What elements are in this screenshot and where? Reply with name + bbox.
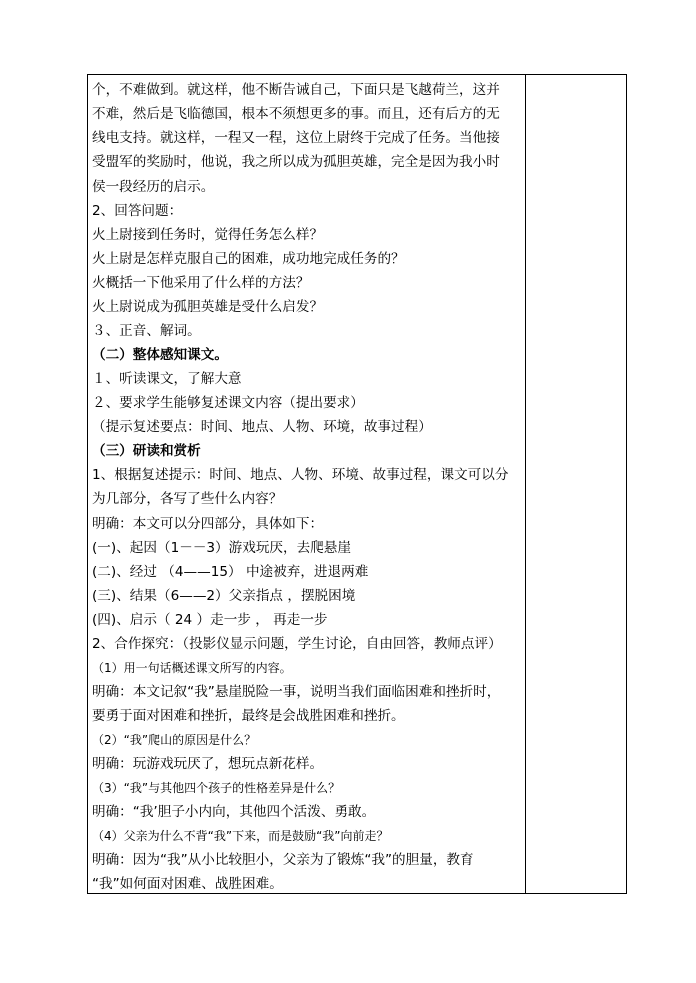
text-line: 火上尉是怎样克服自己的困难，成功地完成任务的？ [92,251,405,267]
text-line: （二）整体感知课文。 [92,347,228,363]
text-line: 火上尉说成为孤胆英雄是受什么启发？ [92,299,324,315]
text-line: ３、正音、解词。 [92,323,201,339]
text-line: 为几部分，各写了些什么内容？ [92,491,283,507]
text-line: 个，不难做到。就这样，他不断告诫自己，下面只是飞越荷兰，这并 [92,82,500,98]
text-line: (三)、结果（6——2）父亲指点 ，摆脱困境 [92,588,356,604]
text-line: (二)、经过 （4——15） 中途被弃，进退两难 [92,564,369,580]
text-line: 受盟军的奖励时，他说，我之所以成为孤胆英雄，完全是因为我小时 [92,154,500,170]
text-line: 线电支持。就这样，一程又一程，这位上尉终于完成了任务。当他接 [92,130,500,146]
text-line: 明确：“我’胆子小内向，其他四个活泼、勇敢。 [92,804,376,820]
text-line: 火概括一下他采用了什么样的方法？ [92,275,310,291]
text-line: “我”如何面对困难、战胜困难。 [92,876,283,892]
text-line: 要勇于面对困难和挫折，最终是会战胜困难和挫折。 [92,708,405,724]
text-line: (四)、启示（ 24 ）走一步 ， 再走一步 [92,612,328,628]
text-line: 2、合作探究：（投影仪显示问题，学生讨论，自由回答，教师点评） [92,636,502,652]
text-line: （1）用一句话概述课文所写的内容。 [92,661,292,675]
text-line: 明确：玩游戏玩厌了，想玩点新花样。 [92,756,324,772]
text-line: 明确：本文记叙“我”悬崖脱险一事，说明当我们面临困难和挫折时， [92,684,501,700]
text-line: （提示复述要点：时间、地点、人物、环境，故事过程） [92,419,432,435]
text-line: （3）“我”与其他四个孩子的性格差异是什么？ [92,781,341,795]
text-line: 火上尉接到任务时，觉得任务怎么样？ [92,227,324,243]
text-line: 不难，然后是飞临德国，根本不须想更多的事。而且，还有后方的无 [92,106,500,122]
text-line: 明确：本文可以分四部分，具体如下： [92,516,324,532]
text-line: （三）研读和赏析 [92,443,201,459]
text-line: １、听读课文，了解大意 [92,371,242,387]
text-line: 明确：因为“我”从小比较胆小，父亲为了锻炼“我”的胆量，教育 [92,852,474,868]
text-line: （2）“我”爬山的原因是什么？ [92,733,257,747]
text-line: （4）父亲为什么不背“我”下来，而是鼓励“我”向前走？ [92,829,389,843]
notes-cell [526,75,626,893]
text-line: 2、回答问题： [92,203,183,219]
lesson-table [87,74,627,894]
text-line: 侯一段经历的启示。 [92,179,215,195]
text-line: 1、根据复述提示：时间、地点、人物、环境、故事过程，课文可以分 [92,467,509,483]
text-line: (一)、起因（1－－3）游戏玩厌，去爬悬崖 [92,540,351,556]
text-line: ２、要求学生能够复述课文内容（提出要求） [92,395,364,411]
